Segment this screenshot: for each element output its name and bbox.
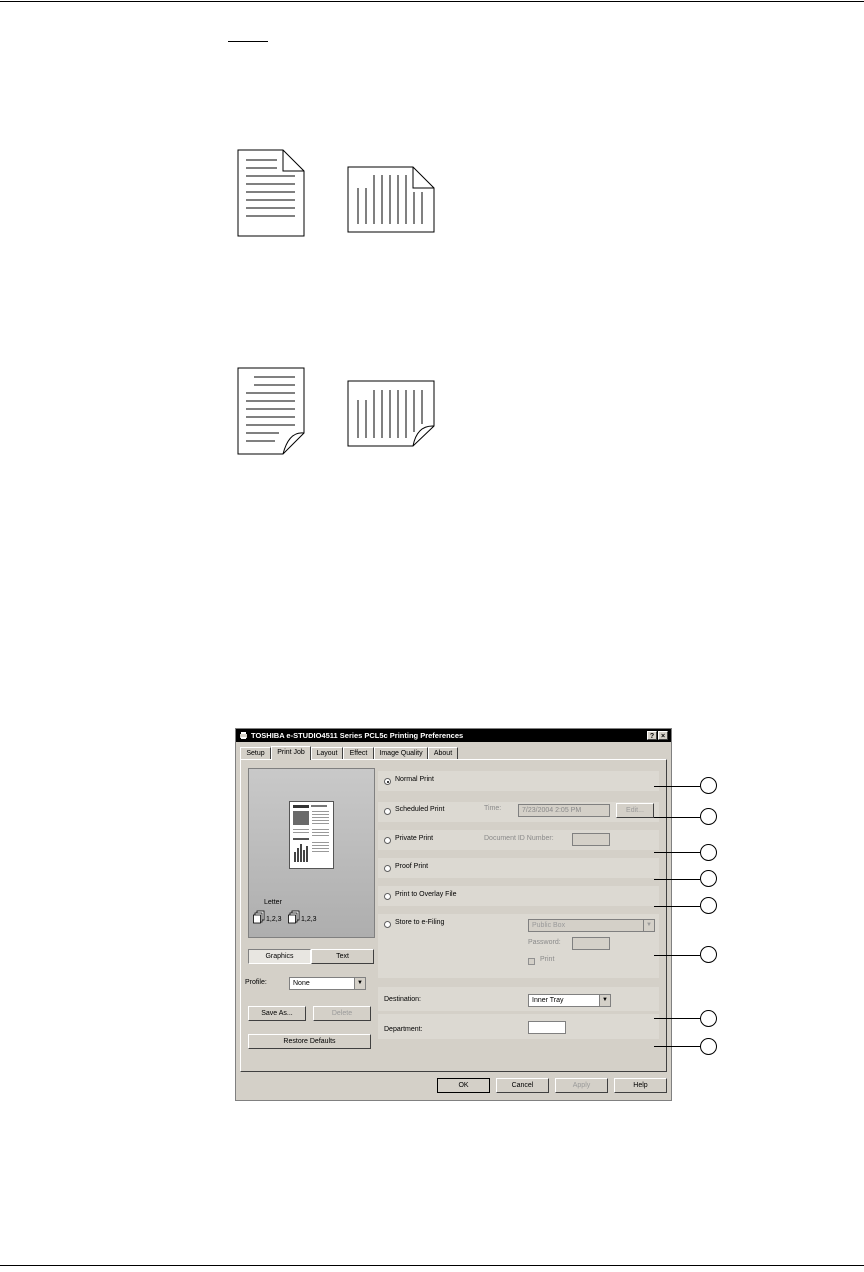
callout-leader-6: [654, 955, 700, 956]
print-checkbox-label: Print: [540, 956, 555, 963]
edit-time-button[interactable]: Edit...: [616, 803, 654, 818]
time-field[interactable]: [518, 804, 610, 817]
scheduled-print-row: [378, 802, 659, 822]
private-print-label: Private Print: [395, 835, 434, 842]
time-value: 7/23/2004 2:05 PM: [522, 807, 582, 814]
preview-page-thumbnail: [289, 801, 334, 869]
time-label: Time:: [484, 805, 502, 812]
efiling-row: [378, 914, 659, 978]
collate-stack-icon-2: [288, 910, 300, 924]
print-checkbox[interactable]: [528, 958, 535, 965]
password-field[interactable]: [572, 937, 610, 950]
proof-print-label: Proof Print: [395, 863, 429, 870]
profile-label: Profile:: [245, 979, 267, 986]
destination-value: Inner Tray: [532, 997, 564, 1004]
private-print-row: [378, 830, 659, 850]
callout-marker-7: [700, 1010, 717, 1027]
callout-leader-2: [654, 817, 700, 818]
private-print-radio[interactable]: [384, 837, 391, 844]
print-to-overlay-label: Print to Overlay File: [395, 891, 457, 898]
graphics-view-button[interactable]: Graphics: [248, 949, 311, 964]
help-title-button[interactable]: ?: [647, 731, 657, 740]
callout-marker-5: [700, 897, 717, 914]
collate-label-2: 1,2,3: [301, 916, 317, 923]
chevron-down-icon: ▼: [354, 978, 365, 989]
callout-marker-1: [700, 777, 717, 794]
help-button[interactable]: Help: [614, 1078, 667, 1093]
store-to-efiling-radio[interactable]: [384, 921, 391, 928]
tab-effect[interactable]: Effect: [343, 747, 374, 759]
delete-button[interactable]: Delete: [313, 1006, 371, 1021]
callout-marker-3: [700, 844, 717, 861]
save-as-button[interactable]: Save As...: [248, 1006, 306, 1021]
password-label: Password:: [528, 939, 561, 946]
bottom-rule: [0, 1265, 864, 1266]
department-field[interactable]: [528, 1021, 566, 1034]
document-id-field[interactable]: [572, 833, 610, 846]
portrait-page-icon: [237, 149, 307, 239]
callout-leader-5: [654, 906, 700, 907]
normal-print-label: Normal Print: [395, 776, 434, 783]
callout-leader-3: [654, 852, 700, 853]
print-to-overlay-radio[interactable]: [384, 893, 391, 900]
apply-button[interactable]: Apply: [555, 1078, 608, 1093]
proof-print-radio[interactable]: [384, 865, 391, 872]
text-view-button[interactable]: Text: [311, 949, 374, 964]
close-title-button[interactable]: ×: [658, 731, 668, 740]
printer-icon: [239, 731, 248, 740]
chevron-down-icon: ▼: [643, 920, 654, 931]
landscape-page-icon: [347, 166, 437, 236]
destination-dropdown[interactable]: [528, 994, 611, 1007]
portrait-page-curl-icon: [237, 367, 307, 457]
tab-print-job[interactable]: Print Job: [271, 746, 311, 760]
normal-print-row: [378, 771, 659, 791]
department-row: [378, 1014, 659, 1039]
heading-underline: [228, 41, 268, 42]
landscape-page-curl-icon: [347, 380, 437, 450]
printing-preferences-dialog: [235, 728, 672, 1101]
tab-image-quality[interactable]: Image Quality: [374, 747, 428, 759]
callout-leader-4: [654, 879, 700, 880]
tab-layout[interactable]: Layout: [311, 747, 343, 759]
window-title: TOSHIBA e-STUDIO4511 Series PCL5c Printing Preferences: [251, 731, 464, 740]
box-value: Public Box: [532, 922, 566, 929]
top-rule: [0, 1, 864, 2]
collate-label-1: 1,2,3: [266, 916, 282, 923]
destination-label: Destination:: [384, 996, 421, 1003]
proof-print-row: [378, 858, 659, 878]
print-preview: [248, 768, 375, 938]
efiling-box-dropdown[interactable]: [528, 919, 655, 932]
callout-leader-7: [654, 1018, 700, 1019]
destination-row: [378, 987, 659, 1011]
normal-print-radio[interactable]: [384, 778, 391, 785]
ok-button[interactable]: OK: [437, 1078, 490, 1093]
cancel-button[interactable]: Cancel: [496, 1078, 549, 1093]
document-id-label: Document ID Number:: [484, 835, 554, 842]
scheduled-print-radio[interactable]: [384, 808, 391, 815]
overlay-file-row: [378, 886, 659, 906]
preview-content-graphic: [290, 802, 333, 868]
tab-setup[interactable]: Setup: [240, 747, 271, 759]
scheduled-print-label: Scheduled Print: [395, 806, 445, 813]
profile-value: None: [293, 980, 310, 987]
restore-defaults-button[interactable]: Restore Defaults: [248, 1034, 371, 1049]
collate-stack-icon-1: [253, 910, 265, 924]
callout-marker-6: [700, 946, 717, 963]
paper-size-label: Letter: [264, 899, 282, 906]
print-job-panel: [240, 759, 667, 1072]
tab-about[interactable]: About: [428, 747, 458, 759]
profile-dropdown[interactable]: [289, 977, 366, 990]
store-to-efiling-label: Store to e-Filing: [395, 919, 445, 926]
department-label: Department:: [384, 1026, 423, 1033]
callout-leader-1: [654, 786, 700, 787]
callout-marker-4: [700, 870, 717, 887]
title-bar: [236, 729, 671, 742]
chevron-down-icon: ▼: [599, 995, 610, 1006]
callout-marker-2: [700, 808, 717, 825]
callout-marker-8: [700, 1038, 717, 1055]
callout-leader-8: [654, 1046, 700, 1047]
